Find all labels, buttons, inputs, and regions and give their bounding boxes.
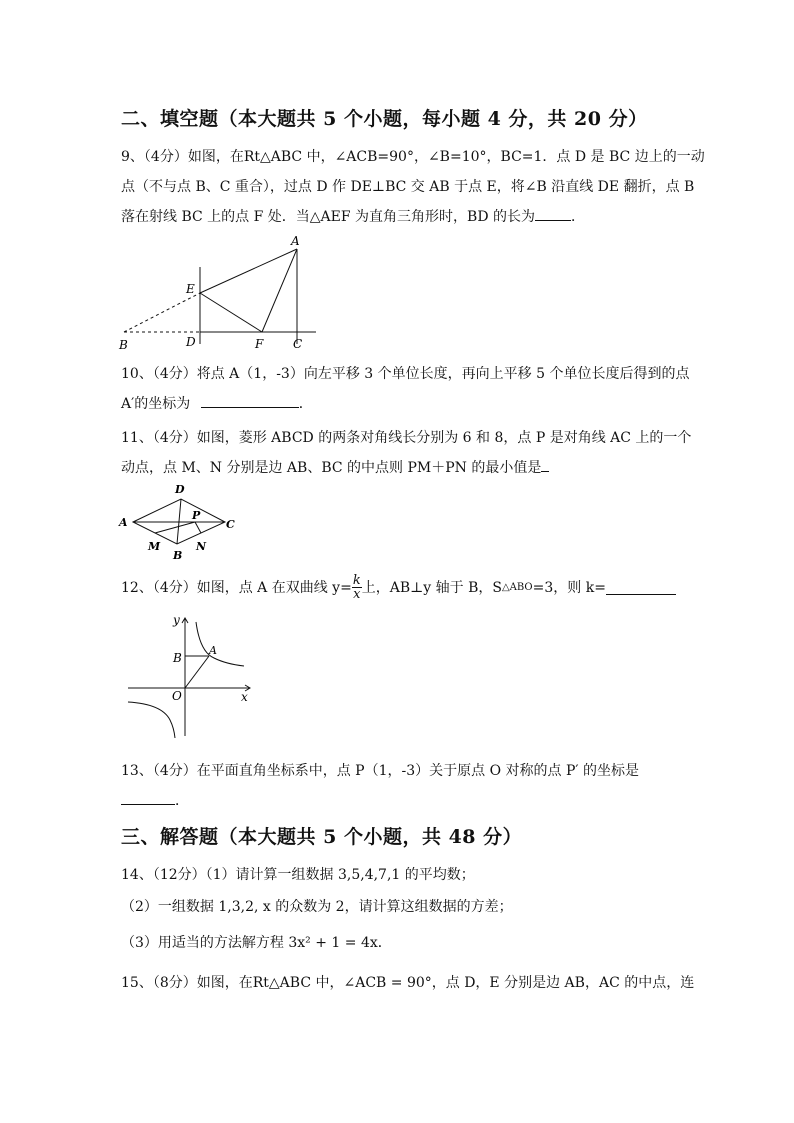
q11-line-2 — [121, 457, 549, 477]
q12-label-o: O — [172, 689, 182, 703]
q11-line-1: 11、（4分）如图，菱形 ABCD 的两条对角线长分别为 6 和 8，点 P 是对角线 AC 上的一个 — [121, 430, 692, 446]
q12-label-b: B — [173, 651, 182, 665]
q12-curve-branch-1 — [196, 622, 244, 666]
q9-label-a: A — [291, 234, 300, 248]
q13-line-2-end: ． — [175, 793, 189, 809]
q11-rhombus-figure — [115, 482, 245, 564]
q14-line-3: （3）用适当的方法解方程 3x² + 1 = 4x． — [121, 935, 392, 951]
q9-label-b: B — [119, 338, 128, 352]
q12-segment-oa — [185, 656, 209, 688]
q9-segment-ef — [200, 293, 262, 332]
q13-line-1: 13、（4分）在平面直角坐标系中，点 P（1，-3）关于原点 O 对称的点 P′ 的坐标是 — [121, 763, 640, 779]
q12-fraction-numerator: k — [352, 572, 361, 588]
q11-label-p: P — [192, 509, 201, 522]
q15-line-1: 15、（8分）如图，在Rt△ABC 中，∠ACB = 90°，点 D，E 分别是边 AB，AC 的中点，连 — [121, 975, 695, 991]
section-title-fill-in: 二、填空题（本大题共 5 个小题，每小题 4 分，共 20 分） — [121, 108, 648, 130]
q9-line-1: 9、（4分）如图，在Rt△ABC 中，∠ACB=90°，∠B=10°，BC=1．点 D 是 BC 边上的一动 — [121, 149, 705, 165]
q14-line-2: （2）一组数据 1,3,2, x 的众数为 2，请计算这组数据的方差； — [121, 899, 513, 915]
q10-line-2-text: A′的坐标为 — [121, 396, 191, 412]
q11-label-a: A — [119, 516, 128, 529]
q9-label-f: F — [255, 337, 264, 351]
q11-segment-pm — [155, 522, 195, 533]
q9-triangle-figure — [110, 232, 330, 354]
q9-line-2: 点（不与点 B、C 重合），过点 D 作 DE⊥BC 交 AB 于点 E，将∠B 沿直线 DE 翻折，点 B — [121, 179, 695, 195]
q10-line-2 — [121, 393, 313, 413]
q11-label-n: N — [196, 540, 207, 553]
q11-label-d: D — [175, 483, 185, 496]
q11-segment-pn — [195, 522, 201, 533]
q9-label-c: C — [293, 337, 303, 351]
q9-segment-af — [262, 249, 297, 332]
q11-label-m: M — [148, 540, 161, 553]
q14-line-1: 14、（12分）（1）请计算一组数据 3,5,4,7,1 的平均数； — [121, 867, 475, 883]
q9-line-3-text: 落在射线 BC 上的点 F 处．当△AEF 为直角三角形时，BD 的长为 — [121, 209, 535, 225]
q12-suffix: =3，则 k= — [532, 580, 606, 596]
q10-answer-blank — [201, 393, 299, 408]
q12-line — [121, 569, 676, 605]
q12-label-a: A — [209, 644, 217, 657]
q12-answer-blank — [606, 580, 676, 595]
q12-mid: 上，AB⊥y 轴于 B，S — [361, 580, 502, 596]
section-title-answer: 三、解答题（本大题共 5 个小题，共 48 分） — [121, 826, 523, 848]
q12-label-x: x — [241, 690, 248, 704]
q11-line-2-text: 动点，点 M、N 分别是边 AB、BC 的中点则 PM＋PN 的最小值是 — [121, 460, 542, 476]
q12-curve-branch-3 — [128, 702, 175, 738]
q12-hyperbola-figure — [122, 612, 262, 740]
q12-prefix: 12、（4分）如图，点 A 在双曲线 y= — [121, 580, 352, 596]
q12-fraction-denominator: x — [353, 586, 361, 602]
q13-line-2 — [121, 790, 189, 810]
q11-answer-blank — [541, 457, 549, 472]
q12-label-y: y — [173, 613, 180, 627]
q13-answer-blank — [121, 790, 175, 805]
q12-subscript: △ABO — [501, 581, 533, 593]
q11-label-c: C — [226, 518, 235, 531]
q9-label-d: D — [186, 335, 196, 349]
q9-segment-be — [124, 293, 200, 332]
q12-fraction — [352, 574, 362, 601]
q9-segment-ea — [200, 249, 297, 293]
q9-label-e: E — [186, 282, 195, 296]
q9-line-3 — [121, 206, 585, 226]
q11-label-b: B — [173, 549, 183, 562]
q9-answer-blank — [535, 206, 571, 221]
q9-line-3-end: ． — [571, 209, 585, 225]
q10-line-1: 10、（4分）将点 A（1，-3）向左平移 3 个单位长度，再向上平移 5 个单位长度后得到的点 — [121, 366, 690, 382]
q10-line-2-end: ． — [298, 396, 313, 412]
